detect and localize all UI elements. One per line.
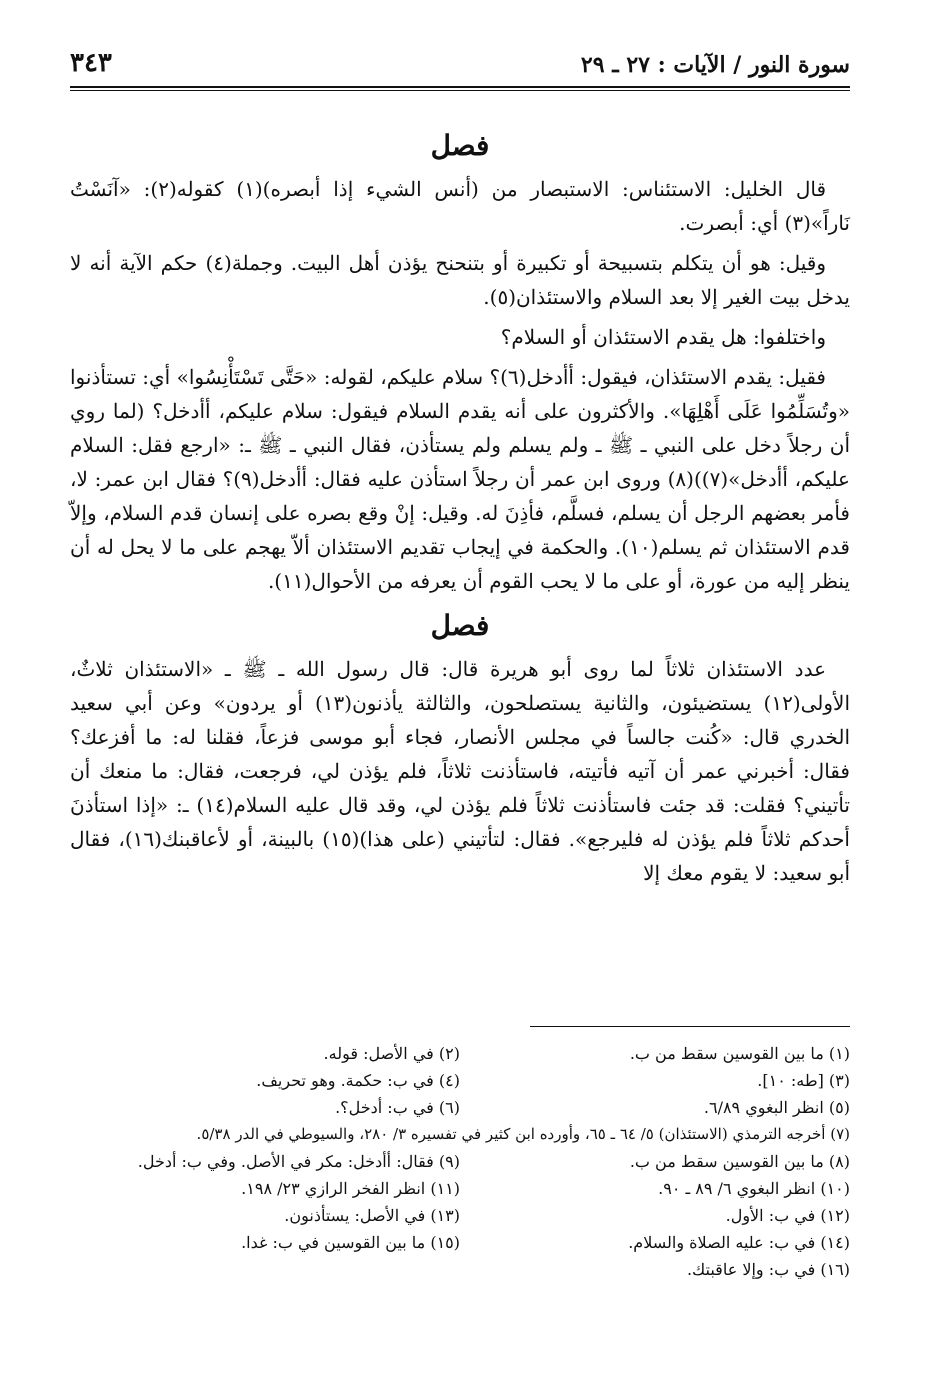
page-number: ٣٤٣ — [70, 48, 112, 78]
paragraph: واختلفوا: هل يقدم الاستئذان أو السلام؟ — [500, 325, 826, 349]
header-rule — [70, 86, 850, 88]
footnote: (٧) أخرجه الترمذي (الاستئذان) ٥/ ٦٤ ـ ٦٥، وأورده ابن كثير في تفسيره ٣/ ٢٨٠، والسيوطي في الدر ٥/٣٨. — [196, 1125, 850, 1143]
footnote-row — [70, 1229, 850, 1256]
footnote: (٤) في ب: حكمة. وهو تحريف. — [256, 1071, 460, 1090]
footnote-empty — [70, 1256, 460, 1283]
main-text — [70, 118, 850, 896]
footnote-row — [70, 1256, 850, 1283]
paragraph: وقيل: هو أن يتكلم بتسبيحة أو تكبيرة أو بتنحنح يؤذن أهل البيت. وجملة(٤) حكم الآية أنه لا يدخل بيت الغير إلا بعد السلام والاستئذان(٥). — [70, 251, 850, 309]
footnote: (٣) [طه: ١٠]. — [757, 1071, 850, 1090]
footnote-row — [70, 1067, 850, 1094]
footnote: (١٦) في ب: وإلا عاقبتك. — [686, 1260, 850, 1279]
footnote: (٨) ما بين القوسين سقط من ب. — [629, 1152, 850, 1171]
footnote-separator — [530, 1026, 850, 1027]
footnote: (١٢) في ب: الأول. — [725, 1206, 850, 1225]
footnote: (٥) انظر البغوي ٦/٨٩. — [703, 1098, 850, 1117]
footnote: (٩) فقال: أأدخل: مكر في الأصل. وفي ب: أدخل. — [137, 1152, 460, 1171]
paragraph: عدد الاستئذان ثلاثاً لما روى أبو هريرة قال: قال رسول الله ـ ﷺ ـ «الاستئذان ثلاثٌ، الأولى(١٢) يستضيئون، والثانية يستصلحون، والثالثة يأذنون(١٣) أو يردون» وعن أبي سعيد الخدري قال: «كُنت جالساً في مجلس الأنصار، فجاء أبو موسى فزعاً، فقلنا له: ما أفزعك؟ فقال: أخبرني عمر أن آتيه فأتيته، فاستأذنت ثلاثاً، فلم يؤذن لي، فرجعت، فقال: ما منعك أن تأتيني؟ فقلت: قد جئت فاستأذنت ثلاثاً فلم يؤذن لي، وقد قال عليه السلام(١٤) ـ: «إذا استأذنَ أحدكم ثلاثاً فلم يؤذن له فليرجع». فقال: لتأتيني (على هذا)(١٥) بالبينة، أو لأعاقبنك(١٦)، فقال أبو سعيد: لا يقوم معك إلا — [70, 657, 850, 885]
paragraph: فقيل: يقدم الاستئذان، فيقول: أأدخل(٦)؟ سلام عليكم، لقوله: «حَتَّى تَسْتَأْنِسُوا» أي: تستأذنوا «وتُسَلِّمُوا عَلَى أَهْلِهَا». والأكثرون على أنه يقدم السلام فيقول: سلام عليكم، أأدخل؟ (لما روي أن رجلاً دخل على النبي ـ ﷺ ـ ولم يسلم ولم يستأذن، فقال النبي ـ ﷺ ـ: «ارجع فقل: السلام عليكم، أأدخل»(٧))(٨) وروى ابن عمر أن رجلاً استأذن عليه فقال: أأدخل(٩)؟ فقال ابن عمر: لا، فأمر بعضهم الرجل أن يسلم، فسلَّم، فأذِنَ له. وقيل: إنْ وقع بصره على إنسان قدم السلام، وإلاّ قدم الاستئذان ثم يسلم(١٠). والحكمة في إيجاب تقديم الاستئذان ألاّ يهجم على ما لا يحل له أن ينظر إليه من عورة، أو على ما لا يحب القوم أن يعرفه من الأحوال(١١). — [70, 365, 850, 593]
footnote: (٦) في ب: أدخل؟. — [335, 1098, 460, 1117]
paragraph: قال الخليل: الاستئناس: الاستبصار من (أنس الشيء إذا أبصره)(١) كقوله(٢): «آنَسْتُ نَاراً»(٣) أي: أبصرت. — [70, 177, 850, 235]
page-header — [70, 46, 850, 86]
footnote: (٢) في الأصل: قوله. — [323, 1044, 460, 1063]
section-title-1: فصل — [430, 129, 490, 162]
footnote-row — [70, 1202, 850, 1229]
footnote: (١) ما بين القوسين سقط من ب. — [629, 1044, 850, 1063]
footnote-row — [70, 1094, 850, 1121]
footnote: (١٣) في الأصل: يستأذنون. — [284, 1206, 460, 1225]
footnote: (١١) انظر الفخر الرازي ٢٣/ ١٩٨. — [241, 1179, 460, 1198]
section-title-2: فصل — [430, 609, 490, 642]
footnote-row — [70, 1040, 850, 1067]
footnotes — [70, 1040, 850, 1283]
footnote: (١٥) ما بين القوسين في ب: غدا. — [241, 1233, 460, 1252]
footnote-row — [70, 1148, 850, 1175]
header-rule-thin — [70, 90, 850, 91]
footnote: (١٠) انظر البغوي ٦/ ٨٩ ـ ٩٠. — [658, 1179, 850, 1198]
footnote-row — [70, 1175, 850, 1202]
footnote: (١٤) في ب: عليه الصلاة والسلام. — [628, 1233, 850, 1252]
running-title: سورة النور / الآيات : ٢٧ ـ ٢٩ — [580, 52, 850, 78]
